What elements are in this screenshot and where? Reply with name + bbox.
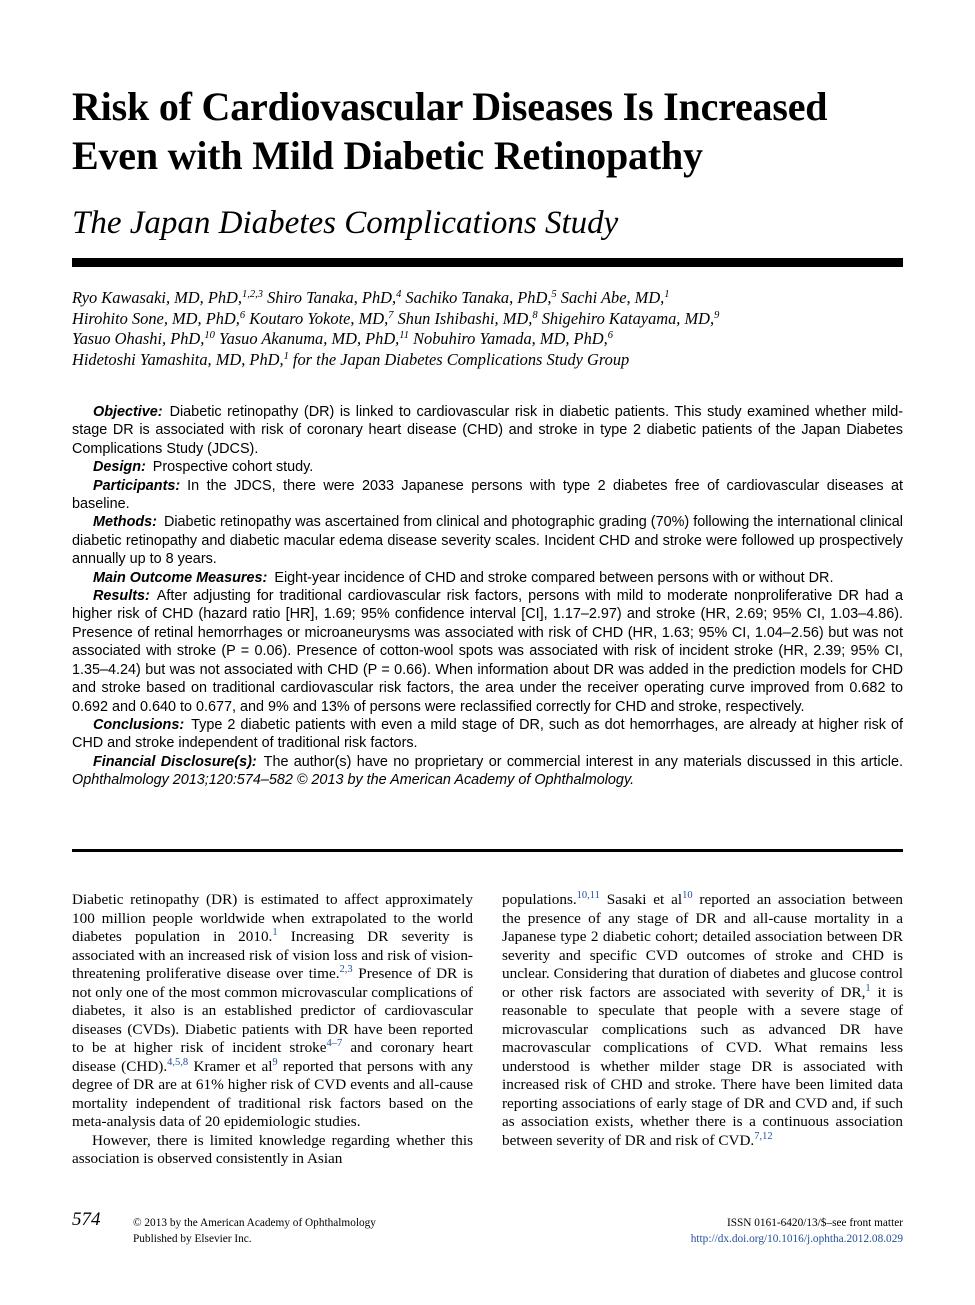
abstract-label: Participants: [93,477,181,494]
abstract-section [72,403,903,458]
body-text: reported an association between the presence of any stage of DR and all-cause mortality in a Japanese type 2 diabetic cohort; detailed association between DR severity and specific CVD outcomes of stroke and CHD is unclear. Considering that duration of diabetes and glucose control or other risk factors are associated with severity of DR, [502,891,903,1001]
abstract-section [72,458,903,476]
abstract-section [72,569,903,587]
abstract-divider [72,849,903,852]
author-name: Hidetoshi Yamashita, MD, PhD, [72,349,284,369]
abstract-section [72,716,903,753]
body-text: Sasaki et al [599,891,683,908]
page-number: 574 [72,1209,101,1230]
reference-link[interactable]: 10,11 [576,890,600,902]
body-text: populations. [502,891,577,908]
abstract-text: In the JDCS, there were 2033 Japanese persons with type 2 diabetes free of cardiovascular diseases at baseline. [72,477,903,513]
author-affiliation: 7 [388,309,394,321]
author-affiliation: 9 [714,309,720,321]
author-affiliation: 8 [532,309,538,321]
reference-link[interactable]: 7,12 [754,1130,773,1142]
copyright-line: © 2013 by the American Academy of Ophthalmology [133,1217,376,1229]
author-name: Nobuhiro Yamada, MD, PhD, [409,329,608,348]
abstract-text: Diabetic retinopathy (DR) is linked to cardiovascular risk in diabetic patients. This study examined whether mild-stage DR is associated with risk of coronary heart disease (CHD) and stroke in type 2 diabetic patients of the Japan Diabetes Complications Study (JDCS). [72,404,903,457]
abstract-section [72,513,903,568]
reference-link[interactable]: 1 [865,982,871,994]
author-line [72,350,912,371]
author-name: for the Japan Diabetes Complications Study Group [288,349,630,369]
reference-link[interactable]: 9 [272,1056,278,1068]
abstract-label: Conclusions: [93,716,185,733]
body-text: Increasing DR severity is associated with an increased risk of vision loss and risk of vision-threatening proliferative disease over time. [72,928,473,982]
author-name: Yasuo Akanuma, MD, PhD, [214,329,400,348]
author-affiliation: 5 [551,289,557,301]
author-name: Ryo Kawasaki, MD, PhD, [72,288,242,307]
abstract-label: Methods: [93,514,157,531]
author-name: Shun Ishibashi, MD, [393,308,533,328]
author-affiliation: 10 [204,330,215,342]
reference-link[interactable]: 1 [272,927,278,939]
publisher-line: Published by Elsevier Inc. [133,1233,252,1245]
abstract-label: Design: [93,459,146,476]
author-affiliation: 4 [396,289,402,301]
abstract-text: Eight-year incidence of CHD and stroke compared between persons with or without DR. [274,569,834,586]
author-line [72,329,912,350]
author-affiliation: 6 [239,309,246,321]
abstract-section [72,587,903,716]
reference-link[interactable]: 2,3 [339,964,353,976]
author-name: Koutaro Yokote, MD, [245,308,389,328]
body-text: it is reasonable to speculate that people with a severe stage of microvascular complications such as advanced DR have macrovascular complications of CVD. What remains less understood is whether milder stage DR is associated with increased risk of CHD and stroke. There have been limited data reporting associations of early stage of DR and CVD and, if such as association exists, whether there is a continuous association between severity of DR and risk of CVD. [502,983,903,1149]
abstract [72,403,903,790]
body-paragraph [502,891,903,1150]
article-title: Risk of Cardiovascular Diseases Is Increased Even with Mild Diabetic Retinopathy [72,84,828,178]
author-line [72,288,912,309]
author-affiliation: 1 [283,350,289,362]
author-affiliation: 1 [664,289,670,301]
author-affiliation: 1,2,3 [241,289,263,301]
body-text: Presence of DR is not only one of the most common microvascular complications of diabetes, it also is an established predictor of cardiovascular diseases (CVDs). Diabetic patients with DR have been reported to be at higher risk of incident stroke [72,965,473,1056]
body-column-left [72,891,473,1169]
abstract-text: Type 2 diabetic patients with even a mild stage of DR, such as dot hemorrhages, are already at higher risk of CHD and stroke independent of traditional risk factors. [72,716,903,752]
author-line [72,309,912,330]
reference-link[interactable]: 4–7 [326,1038,343,1050]
author-name: Sachi Abe, MD, [556,288,665,307]
author-name: Yasuo Ohashi, PhD, [72,329,205,348]
author-affiliation: 11 [399,330,410,342]
article-subtitle: The Japan Diabetes Complications Study [72,205,619,241]
body-text: However, there is limited knowledge regarding whether this association is observed consistently in Asian [72,1131,473,1167]
abstract-label: Financial Disclosure(s): [93,753,257,770]
author-name: Shiro Tanaka, PhD, [262,288,397,307]
body-paragraph [72,1132,473,1169]
abstract-text: Diabetic retinopathy was ascertained from clinical and photographic grading (70%) following the international clinical diabetic retinopathy and diabetic macular edema disease severity scales. Incident CHD and stroke were followed up prospectively annually up to 8 years. [72,514,903,568]
body-paragraph [72,891,473,1132]
author-name: Hirohito Sone, MD, PhD, [72,308,240,328]
abstract-text: After adjusting for traditional cardiovascular risk factors, persons with mild to moderate nonproliferative DR had a higher risk of CHD (hazard ratio [HR], 1.69; 95% confidence interval [CI], 1.17–2.97) and stroke (HR, 2.69; 95% CI, 1.03–4.86). Presence of retinal hemorrhages or microaneurysms was associated with risk of CHD (HR, 1.63; 95% CI, 1.04–2.56) but was not associated with stroke (P = 0.06). Presence of cotton-wool spots was associated with risk of incident stroke (HR, 2.39; 95% CI, 1.35–4.24) but was not associated with CHD (P = 0.66). When information about DR was added in the prediction models for CHD and stroke based on traditional cardiovascular risk factors, the area under the receiver operating curve improved from 0.682 to 0.692 and 0.640 to 0.677, and 9% and 13% of persons were reclassified correctly for CHD and stroke, respectively. [72,588,903,715]
author-affiliation: 6 [607,330,613,342]
abstract-section [72,477,903,514]
footer-left [133,1215,376,1247]
abstract-section [72,753,903,790]
reference-link[interactable]: 4,5,8 [167,1056,189,1068]
author-list [72,288,912,370]
body-column-right [502,891,903,1150]
body-text: reported that persons with any degree of DR are at 61% higher risk of CVD events and all-cause mortality independent of traditional risk factors based on the meta-analysis data of 20 epidemiologic studies. [72,1057,473,1130]
issn-line: ISSN 0161-6420/13/$–see front matter [726,1217,903,1229]
doi-link[interactable]: http://dx.doi.org/10.1016/j.ophtha.2012.08.029 [690,1233,903,1245]
abstract-label: Results: [93,588,150,605]
footer-right [691,1215,903,1247]
abstract-text: Prospective cohort study. [152,459,314,476]
abstract-text: The author(s) have no proprietary or commercial interest in any materials discussed in this article. [263,753,903,770]
author-name: Shigehiro Katayama, MD, [537,308,715,328]
title-divider [72,258,903,267]
reference-link[interactable]: 10 [682,890,693,902]
body-text: Diabetic retinopathy (DR) is estimated to affect approximately 100 million people worldwide when extrapolated to the world diabetes population in 2010. [72,891,473,945]
citation: Ophthalmology 2013;120:574–582 © 2013 by the American Academy of Ophthalmology. [72,772,635,789]
abstract-label: Objective: [93,404,163,420]
author-name: Sachiko Tanaka, PhD, [401,288,552,307]
body-text: and coronary heart disease (CHD). [72,1039,473,1075]
abstract-label: Main Outcome Measures: [93,569,268,586]
body-text: Kramer et al [188,1057,273,1075]
